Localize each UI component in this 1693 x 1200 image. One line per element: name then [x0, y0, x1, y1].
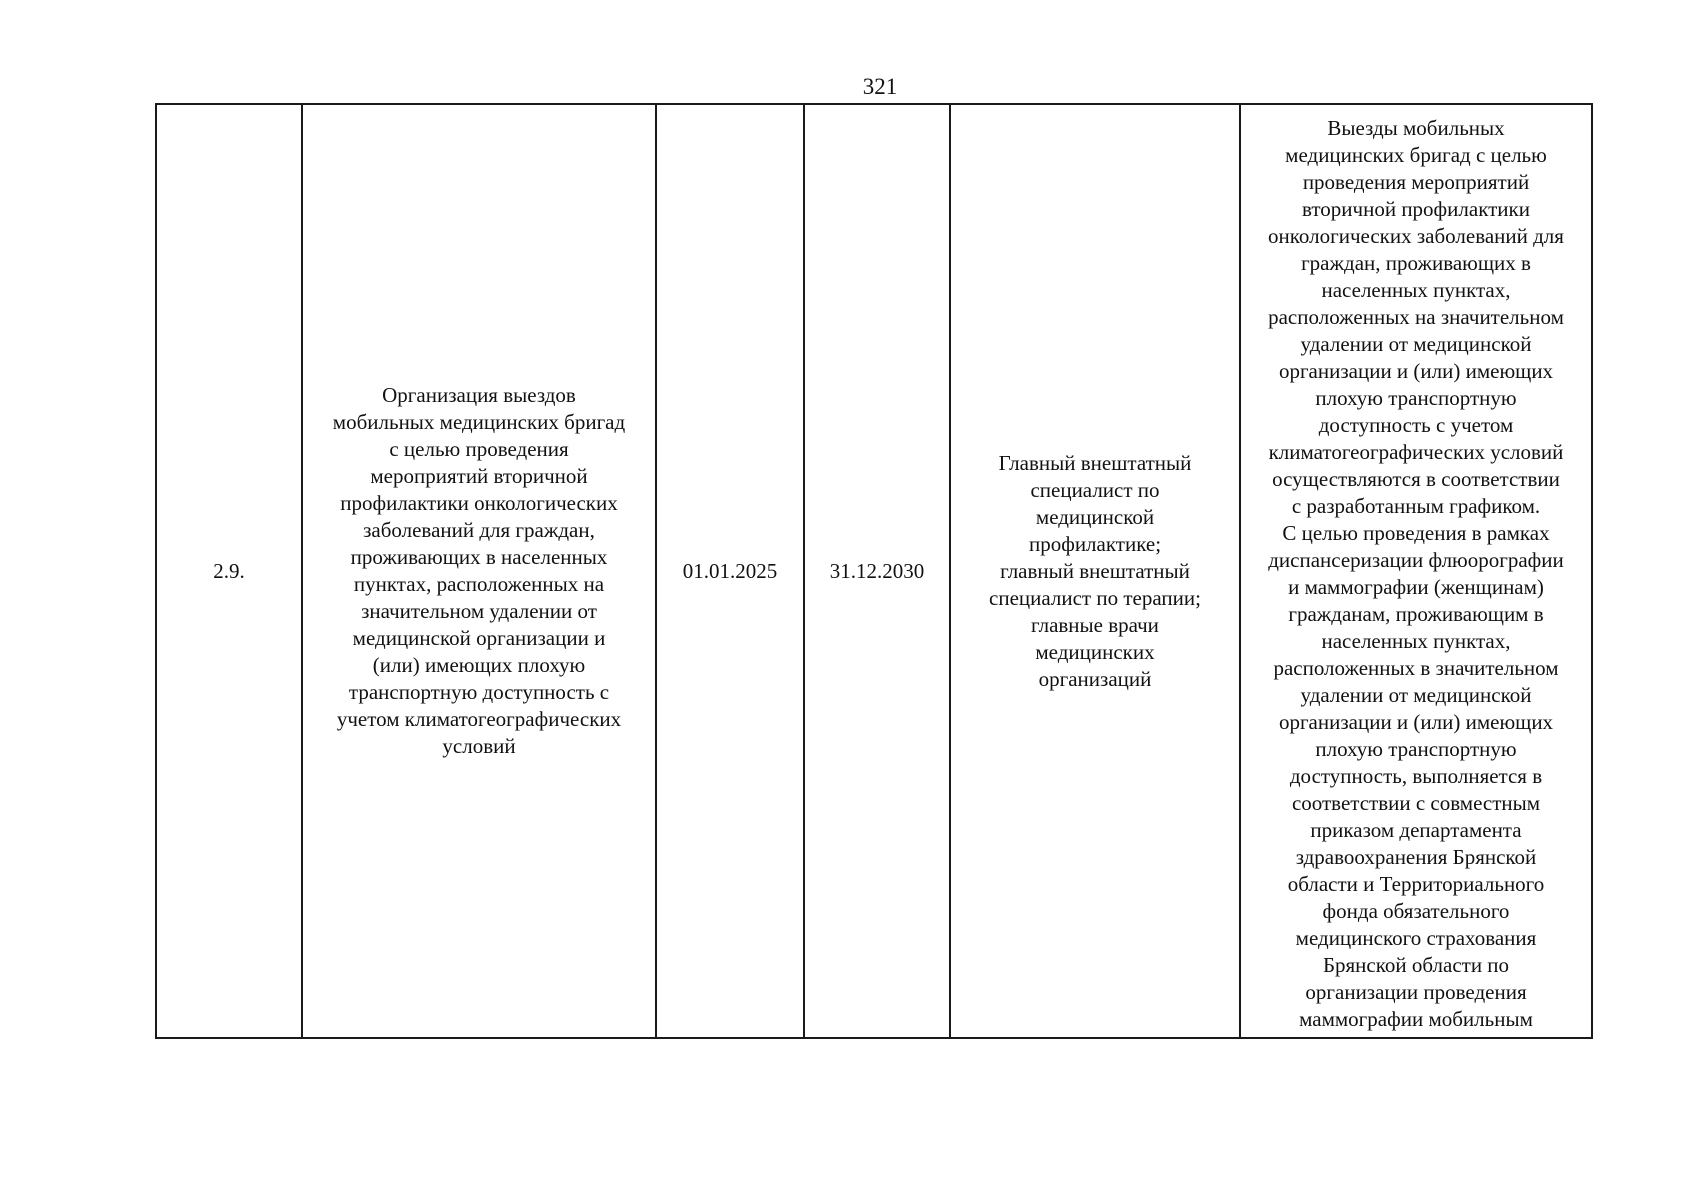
table-row: [156, 104, 1592, 1038]
cell-end-date: [804, 104, 950, 1038]
cell-activity: [302, 104, 656, 1038]
cell-start-date: [656, 104, 804, 1038]
start-date: 01.01.2025: [682, 558, 778, 583]
row-number: 2.9.: [213, 558, 245, 583]
cell-responsible: [950, 104, 1240, 1038]
page-number: 321: [862, 74, 898, 99]
result-text: Выезды мобильных медицинских бригад с целью проведения мероприятий вторичной профилактики онкологических заболеваний для граждан, проживающих в населенных пунктах, расположенных на значительном удалении от медицинской организации и (или) имеющих плохую транспортную доступность с учетом климатогеографических условий осуществляются в соответствии с разработанным графиком. С целью проведения в рамках диспансеризации флюорографии и маммографии (женщинам) гражданам, проживающим в населенных пунктах, расположенных в значительном удалении от медицинской организации и (или) имеющих плохую транспортную доступность, выполняется в соответствии с совместным приказом департамента здравоохранения Брянской области и Территориального фонда обязательного медицинского страхования Брянской области по организации проведения маммографии мобильным: [1268, 116, 1564, 1031]
activity-text: Организация выездов мобильных медицинских бригад с целью проведения мероприятий вторичной профилактики онкологических заболеваний для граждан, проживающих в населенных пунктах, расположенных на значительном удалении от медицинской организации и (или) имеющих плохую транспортную доступность с учетом климатогеографических условий: [332, 383, 626, 758]
cell-row-number: [156, 104, 302, 1038]
end-date: 31.12.2030: [829, 558, 925, 583]
responsible-text: Главный внештатный специалист по медицинской профилактике; главный внештатный специалист по терапии; главные врачи медицинских организаций: [989, 450, 1201, 691]
measures-table: [155, 103, 1593, 1039]
cell-result: [1240, 104, 1592, 1038]
